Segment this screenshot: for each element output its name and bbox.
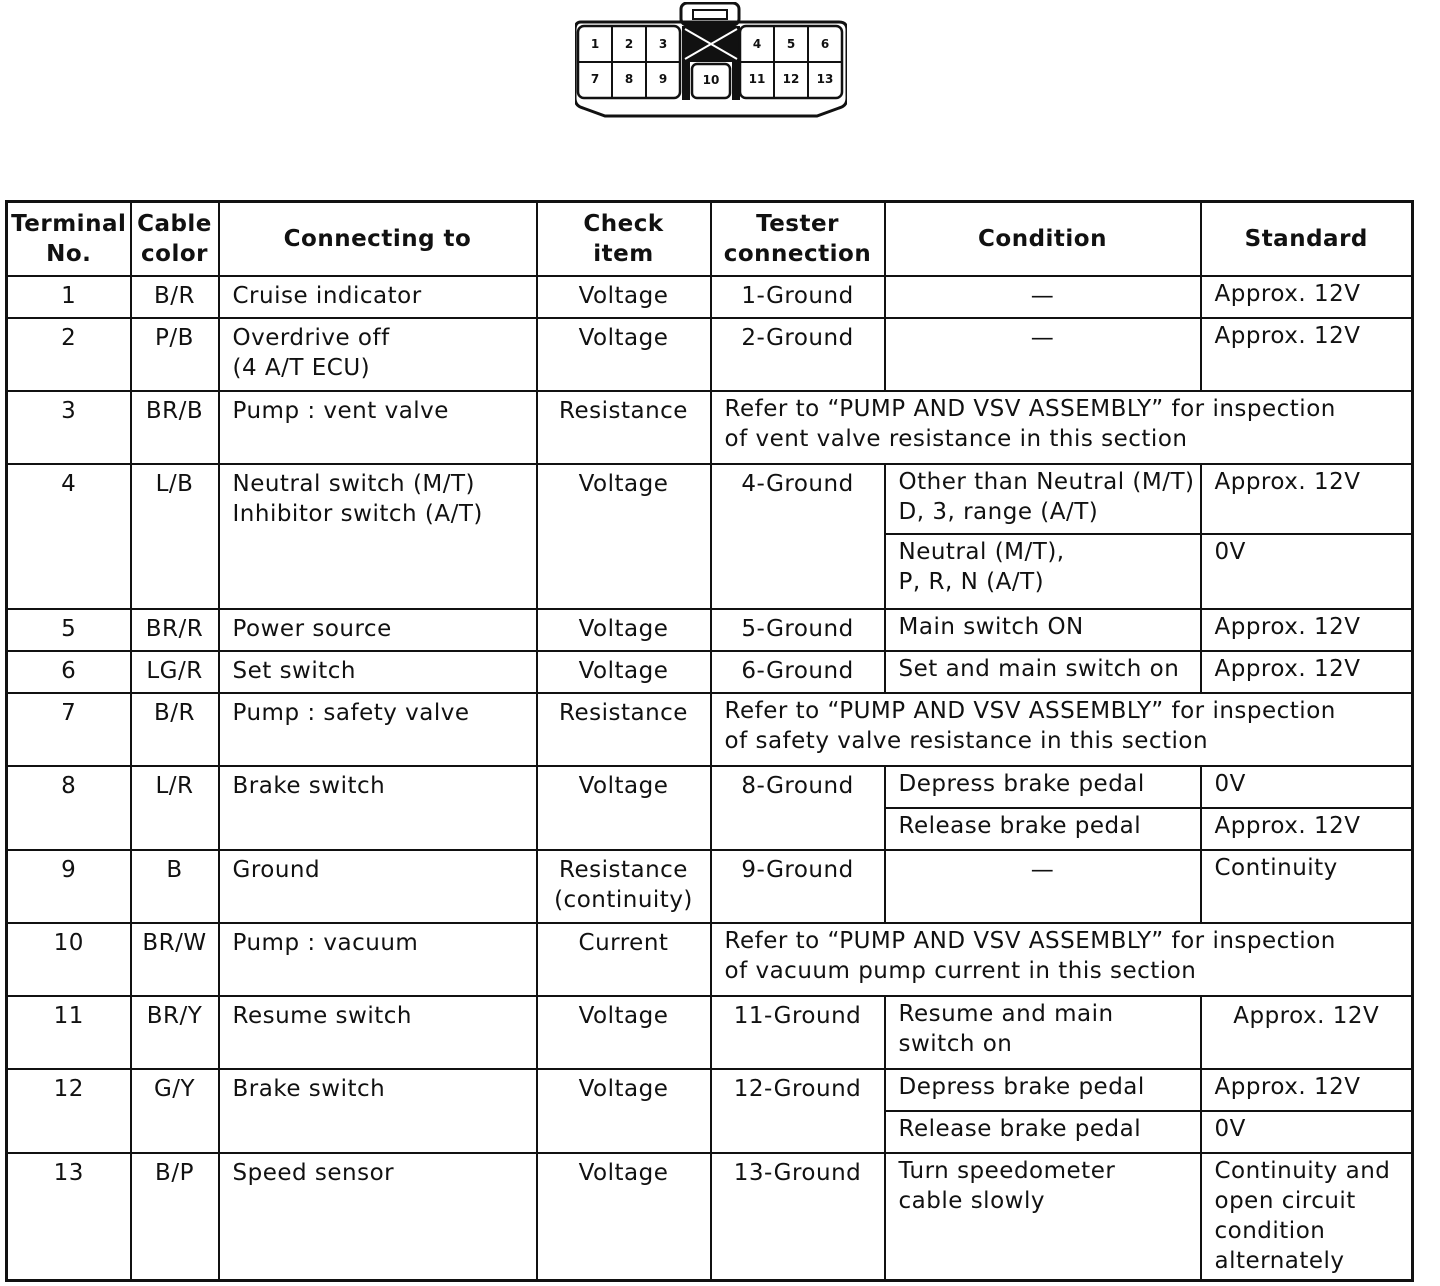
pin-label: 11 [748, 72, 766, 86]
standard: Approx. 12V [1214, 655, 1361, 682]
condition: Set and main switch on [898, 655, 1180, 682]
connecting-to: Brake switch [232, 772, 386, 799]
terminal-number: 4 [61, 470, 77, 497]
cable-color: BR/Y [146, 1002, 203, 1029]
check-item: Voltage [578, 772, 669, 799]
table-row [7, 923, 1413, 996]
tester-connection: 6-Ground [741, 657, 854, 684]
table-row [7, 1069, 1413, 1111]
connecting-to: Power source [232, 615, 392, 642]
cable-color: B [166, 856, 183, 883]
pin-label: 5 [786, 37, 796, 51]
cable-color: LG/R [146, 657, 203, 684]
cable-color: BR/B [145, 397, 204, 424]
cable-color: B/R [153, 699, 195, 726]
header-connecting [219, 202, 537, 276]
standard: Approx. 12V [1233, 1002, 1380, 1029]
connecting-to: Ground [232, 856, 321, 883]
table-row [7, 391, 1413, 464]
standard: 0V [1214, 538, 1246, 565]
check-item: Voltage [578, 657, 669, 684]
table-row [7, 318, 1413, 391]
pin-label: 12 [782, 72, 800, 86]
table-row [7, 996, 1413, 1069]
table-row [7, 609, 1413, 651]
header-terminal [7, 202, 131, 276]
header-standard [1201, 202, 1413, 276]
cable-color: G/Y [153, 1075, 196, 1102]
tester-connection: 1-Ground [741, 282, 854, 309]
connecting-to: Overdrive off (4 A/T ECU) [232, 324, 390, 381]
terminal-number: 10 [53, 929, 84, 956]
cable-color: B/R [153, 282, 195, 309]
terminal-number: 11 [53, 1002, 84, 1029]
pin-label: 8 [624, 72, 634, 86]
reference-note: Refer to “PUMP AND VSV ASSEMBLY” for inspection of vent valve resistance in this section [724, 395, 1336, 452]
table-header-row [7, 202, 1413, 276]
header-label: Check item [583, 210, 664, 267]
standard: Approx. 12V [1214, 812, 1361, 839]
standard: 0V [1214, 1115, 1246, 1142]
header-cable [131, 202, 219, 276]
check-item: Voltage [578, 615, 669, 642]
table-row [7, 1153, 1413, 1281]
standard: Approx. 12V [1214, 613, 1361, 640]
connecting-to: Cruise indicator [232, 282, 422, 309]
header-label: Connecting to [283, 225, 472, 252]
header-label: Tester connection [723, 210, 872, 267]
reference-note: Refer to “PUMP AND VSV ASSEMBLY” for inspection of safety valve resistance in this section [724, 697, 1336, 754]
connecting-to: Resume switch [232, 1002, 412, 1029]
standard: Approx. 12V [1214, 468, 1361, 495]
terminal-number: 7 [61, 699, 77, 726]
check-item: Current [578, 929, 669, 956]
tester-connection: 4-Ground [741, 470, 854, 497]
cable-color: BR/W [142, 929, 207, 956]
pin-label: 4 [752, 37, 762, 51]
cable-color: P/B [155, 324, 194, 351]
table-row [7, 651, 1413, 693]
tester-connection: 2-Ground [741, 324, 854, 351]
header-condition [885, 202, 1201, 276]
table-row [7, 276, 1413, 318]
condition: Turn speedometer cable slowly [898, 1157, 1116, 1214]
condition: Resume and main switch on [898, 1000, 1114, 1057]
standard: Approx. 12V [1214, 280, 1361, 307]
header-label: Terminal No. [11, 210, 127, 267]
terminal-number: 5 [61, 615, 77, 642]
table-row [7, 464, 1413, 534]
terminal-number: 13 [53, 1159, 84, 1186]
check-item: Voltage [578, 1075, 669, 1102]
connector-diagram [575, 2, 847, 118]
header-check [537, 202, 711, 276]
header-label: Cable color [137, 210, 212, 267]
terminal-number: 1 [61, 282, 77, 309]
condition: — [1030, 324, 1055, 351]
condition: Neutral (M/T), P, R, N (A/T) [898, 538, 1065, 595]
pin-label: 13 [816, 72, 834, 86]
terminal-number: 8 [61, 772, 77, 799]
check-item: Voltage [578, 324, 669, 351]
connecting-to: Neutral switch (M/T) Inhibitor switch (A/T) [232, 470, 483, 527]
check-item: Voltage [578, 1002, 669, 1029]
pin-label: 3 [658, 37, 668, 51]
standard: Continuity [1214, 854, 1338, 881]
connector-outline [575, 2, 847, 118]
condition: Release brake pedal [898, 1115, 1142, 1142]
table-row [7, 850, 1413, 923]
condition: Depress brake pedal [898, 770, 1145, 797]
standard: 0V [1214, 770, 1246, 797]
check-item: Voltage [578, 282, 669, 309]
pin-label: 9 [658, 72, 668, 86]
terminal-number: 9 [61, 856, 77, 883]
standard: Continuity and open circuit condition alternately [1214, 1157, 1391, 1274]
condition: Depress brake pedal [898, 1073, 1145, 1100]
tester-connection: 12-Ground [733, 1075, 862, 1102]
connecting-to: Pump : vacuum [232, 929, 419, 956]
connecting-to: Speed sensor [232, 1159, 395, 1186]
cable-color: L/R [155, 772, 194, 799]
table-row [7, 693, 1413, 766]
check-item: Resistance [559, 699, 688, 726]
terminal-number: 2 [61, 324, 77, 351]
terminal-number: 3 [61, 397, 77, 424]
terminal-number: 12 [53, 1075, 84, 1102]
pin-label: 7 [590, 72, 600, 86]
connecting-to: Set switch [232, 657, 357, 684]
connecting-to: Pump : safety valve [232, 699, 470, 726]
pin-label: 1 [590, 37, 600, 51]
condition: — [1030, 856, 1055, 883]
cable-color: B/P [155, 1159, 194, 1186]
condition: Other than Neutral (M/T) D, 3, range (A/T) [898, 468, 1195, 525]
check-item: Resistance (continuity) [554, 856, 693, 913]
tester-connection: 11-Ground [733, 1002, 862, 1029]
connecting-to: Brake switch [232, 1075, 386, 1102]
cable-color: L/B [155, 470, 194, 497]
header-label: Standard [1244, 225, 1368, 252]
tester-connection: 8-Ground [741, 772, 854, 799]
terminal-number: 6 [61, 657, 77, 684]
standard: Approx. 12V [1214, 1073, 1361, 1100]
table-row [7, 766, 1413, 808]
standard: Approx. 12V [1214, 322, 1361, 349]
check-item: Resistance [559, 397, 688, 424]
condition: Main switch ON [898, 613, 1084, 640]
tester-connection: 5-Ground [741, 615, 854, 642]
condition: Release brake pedal [898, 812, 1142, 839]
check-item: Voltage [578, 470, 669, 497]
condition: — [1030, 282, 1055, 309]
header-label: Condition [978, 225, 1107, 252]
tester-connection: 13-Ground [733, 1159, 862, 1186]
terminal-spec-table [5, 200, 1414, 1282]
connecting-to: Pump : vent valve [232, 397, 449, 424]
pin-label: 2 [624, 37, 634, 51]
pin-label: 6 [820, 37, 830, 51]
tester-connection: 9-Ground [741, 856, 854, 883]
reference-note: Refer to “PUMP AND VSV ASSEMBLY” for inspection of vacuum pump current in this section [724, 927, 1336, 984]
pin-label: 10 [702, 73, 720, 87]
header-tester [711, 202, 885, 276]
check-item: Voltage [578, 1159, 669, 1186]
cable-color: BR/R [145, 615, 204, 642]
